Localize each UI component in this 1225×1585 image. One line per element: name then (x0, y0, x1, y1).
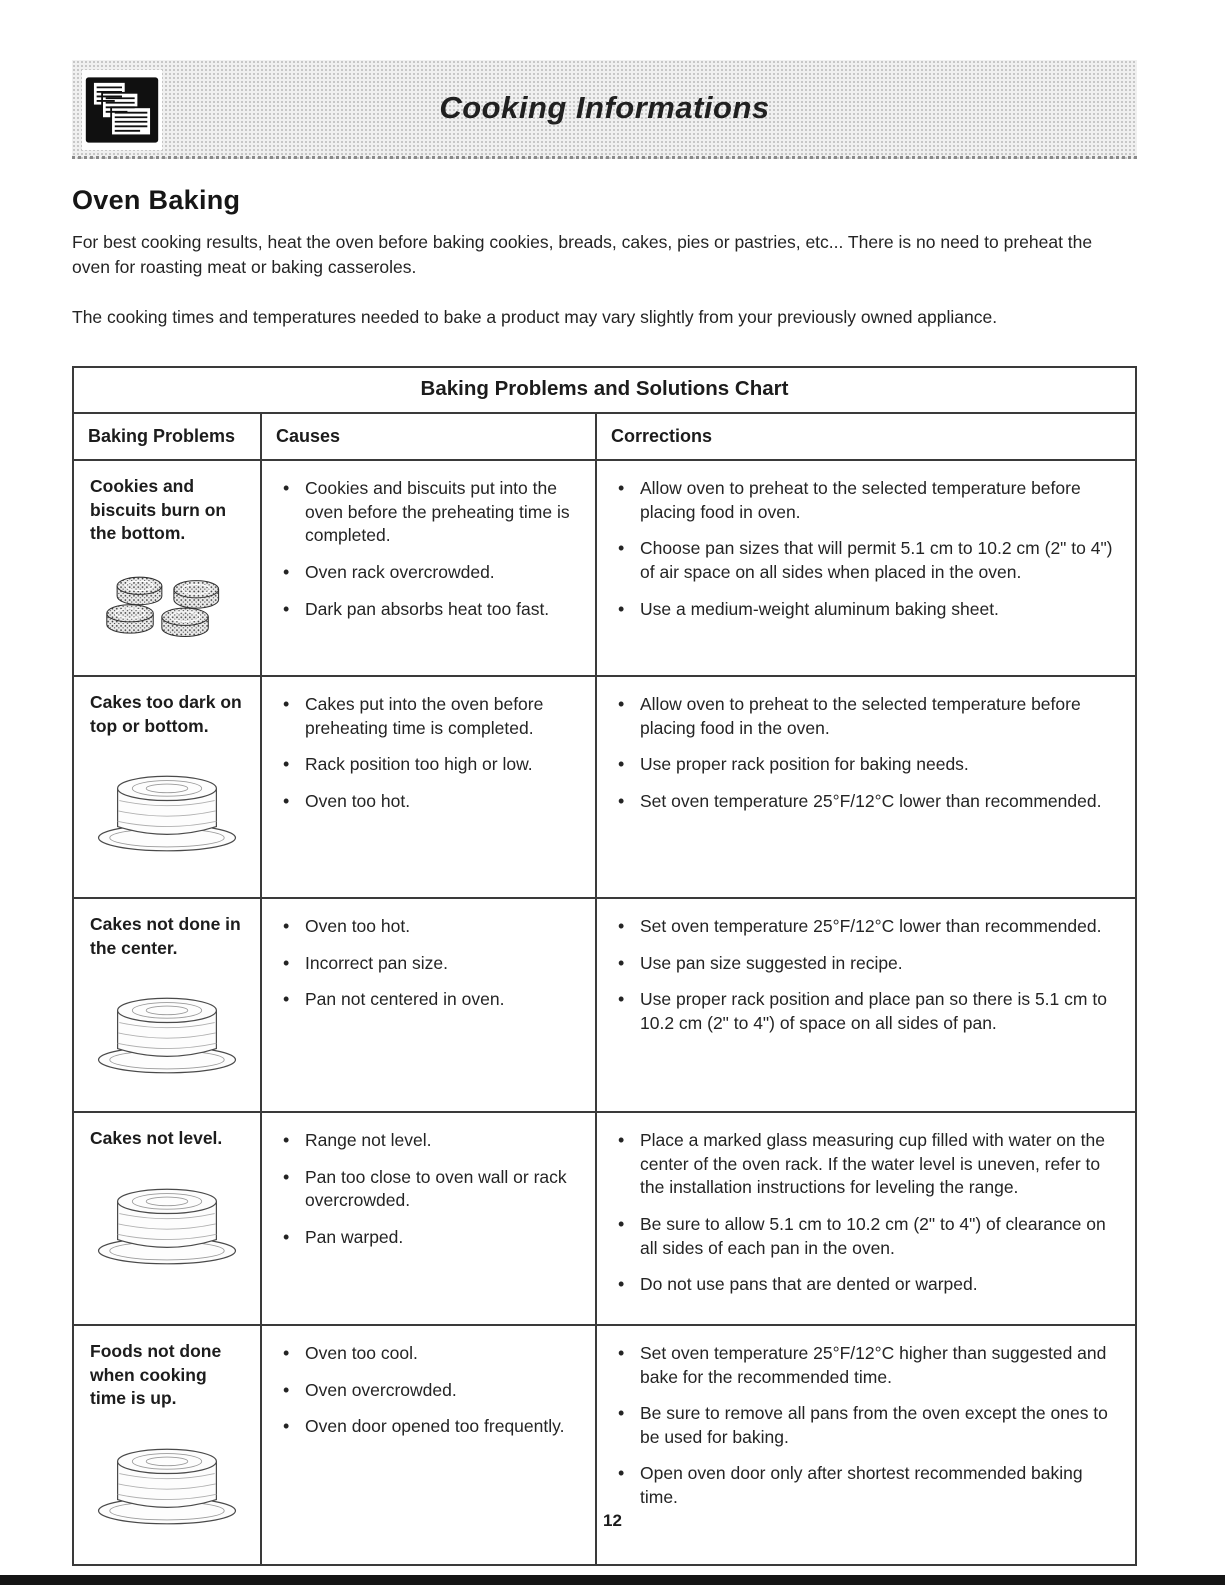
problem-cell (74, 899, 262, 1111)
causes-list (278, 1342, 579, 1439)
section-title: Oven Baking (72, 185, 241, 215)
table-title: Baking Problems and Solutions Chart (74, 368, 1135, 414)
column-header-corrections: Corrections (611, 426, 713, 447)
bullet-item: • Cakes put into the oven before preheating time is completed. (278, 693, 579, 740)
problem-label: Cakes not level. (90, 1128, 223, 1149)
cake-icon (93, 752, 241, 856)
problem-label: Cookies and biscuits burn on the bottom. (90, 476, 227, 544)
bullet-item: • Place a marked glass measuring cup filled with water on the center of the oven rack. If the water level is uneven, refer to the installation instructions for leveling the range. (613, 1129, 1119, 1200)
bullet-item: • Pan warped. (278, 1226, 579, 1250)
table-row (74, 677, 1135, 899)
baking-problems-table (72, 366, 1137, 1566)
corrections-cell (597, 1113, 1135, 1324)
corrections-list (613, 1129, 1119, 1297)
corrections-cell (597, 899, 1135, 1111)
bullet-item: • Pan not centered in oven. (278, 988, 579, 1012)
bullet-item: • Be sure to allow 5.1 cm to 10.2 cm (2" to 4") of clearance on all sides of each pan in the oven. (613, 1213, 1119, 1260)
causes-list (278, 477, 579, 621)
bullet-item: • Oven too cool. (278, 1342, 579, 1366)
causes-cell (262, 461, 597, 675)
food-illustration (90, 560, 244, 651)
causes-cell (262, 1113, 597, 1324)
table-header-row (74, 414, 1135, 461)
bullet-item: • Oven overcrowded. (278, 1379, 579, 1403)
bullet-item: • Use pan size suggested in recipe. (613, 952, 1119, 976)
food-illustration (90, 752, 244, 861)
page-number: 12 (603, 1511, 622, 1530)
problem-cell (74, 461, 262, 675)
causes-list (278, 1129, 579, 1250)
corrections-cell (597, 461, 1135, 675)
documents-icon (82, 70, 162, 150)
cake-icon (93, 974, 241, 1078)
bullet-item: • Allow oven to preheat to the selected temperature before placing food in oven. (613, 477, 1119, 524)
bullet-item: • Oven door opened too frequently. (278, 1415, 579, 1439)
problem-label: Cakes not done in the center. (90, 914, 241, 958)
table-row (74, 899, 1135, 1113)
corrections-list (613, 915, 1119, 1036)
intro-paragraph-1: For best cooking results, heat the oven before baking cookies, breads, cakes, pies or pastries, etc... There is no need to preheat the oven for roasting meat or baking casseroles. (72, 232, 1093, 278)
column-header-baking-problems: Baking Problems (74, 414, 262, 459)
cookies-icon (98, 560, 236, 646)
causes-list (278, 693, 579, 814)
bullet-item: • Incorrect pan size. (278, 952, 579, 976)
bullet-item: • Set oven temperature 25°F/12°C higher than suggested and bake for the recommended time. (613, 1342, 1119, 1389)
intro-paragraph-2: The cooking times and temperatures needed to bake a product may vary slightly from your previously owned appliance. (72, 306, 998, 327)
cake-icon (93, 1165, 241, 1269)
problem-cell (74, 1113, 262, 1324)
bullet-item: • Use proper rack position for baking needs. (613, 753, 1119, 777)
problem-label: Foods not done when cooking time is up. (90, 1340, 222, 1409)
corrections-cell (597, 677, 1135, 897)
table-body (74, 461, 1135, 1564)
food-illustration (90, 1165, 244, 1274)
bullet-item: • Set oven temperature 25°F/12°C lower than recommended. (613, 790, 1119, 814)
bullet-item: • Dark pan absorbs heat too fast. (278, 598, 579, 622)
corrections-list (613, 1342, 1119, 1510)
causes-list (278, 915, 579, 1012)
bullet-item: • Choose pan sizes that will permit 5.1 cm to 10.2 cm (2" to 4") of air space on all sides when placed in the oven. (613, 537, 1119, 584)
bullet-item: • Do not use pans that are dented or warped. (613, 1273, 1119, 1297)
bullet-item: • Range not level. (278, 1129, 579, 1153)
bullet-item: • Oven too hot. (278, 915, 579, 939)
bullet-item: • Allow oven to preheat to the selected temperature before placing food in the oven. (613, 693, 1119, 740)
page-header-title: Cooking Informations (439, 90, 770, 125)
problem-cell (74, 677, 262, 897)
column-header-causes: Causes (262, 414, 597, 459)
table-row (74, 1113, 1135, 1326)
bullet-item: • Oven too hot. (278, 790, 579, 814)
corrections-list (613, 693, 1119, 814)
problem-label: Cakes too dark on top or bottom. (90, 692, 242, 736)
page-header-band (72, 60, 1137, 159)
corrections-list (613, 477, 1119, 621)
food-illustration (90, 974, 244, 1083)
causes-cell (262, 677, 597, 897)
bullet-item: • Set oven temperature 25°F/12°C lower than recommended. (613, 915, 1119, 939)
causes-cell (262, 899, 597, 1111)
table-row (74, 461, 1135, 677)
scan-edge-bar (0, 1575, 1225, 1585)
bullet-item: • Oven rack overcrowded. (278, 561, 579, 585)
bullet-item: • Use a medium-weight aluminum baking sheet. (613, 598, 1119, 622)
bullet-item: • Use proper rack position and place pan so there is 5.1 cm to 10.2 cm (2" to 4") of space on all sides of pan. (613, 988, 1119, 1035)
bullet-item: • Be sure to remove all pans from the oven except the ones to be used for baking. (613, 1402, 1119, 1449)
bullet-item: • Pan too close to oven wall or rack overcrowded. (278, 1166, 579, 1213)
bullet-item: • Open oven door only after shortest recommended baking time. (613, 1462, 1119, 1509)
bullet-item: • Cookies and biscuits put into the oven before the preheating time is completed. (278, 477, 579, 548)
bullet-item: • Rack position too high or low. (278, 753, 579, 777)
